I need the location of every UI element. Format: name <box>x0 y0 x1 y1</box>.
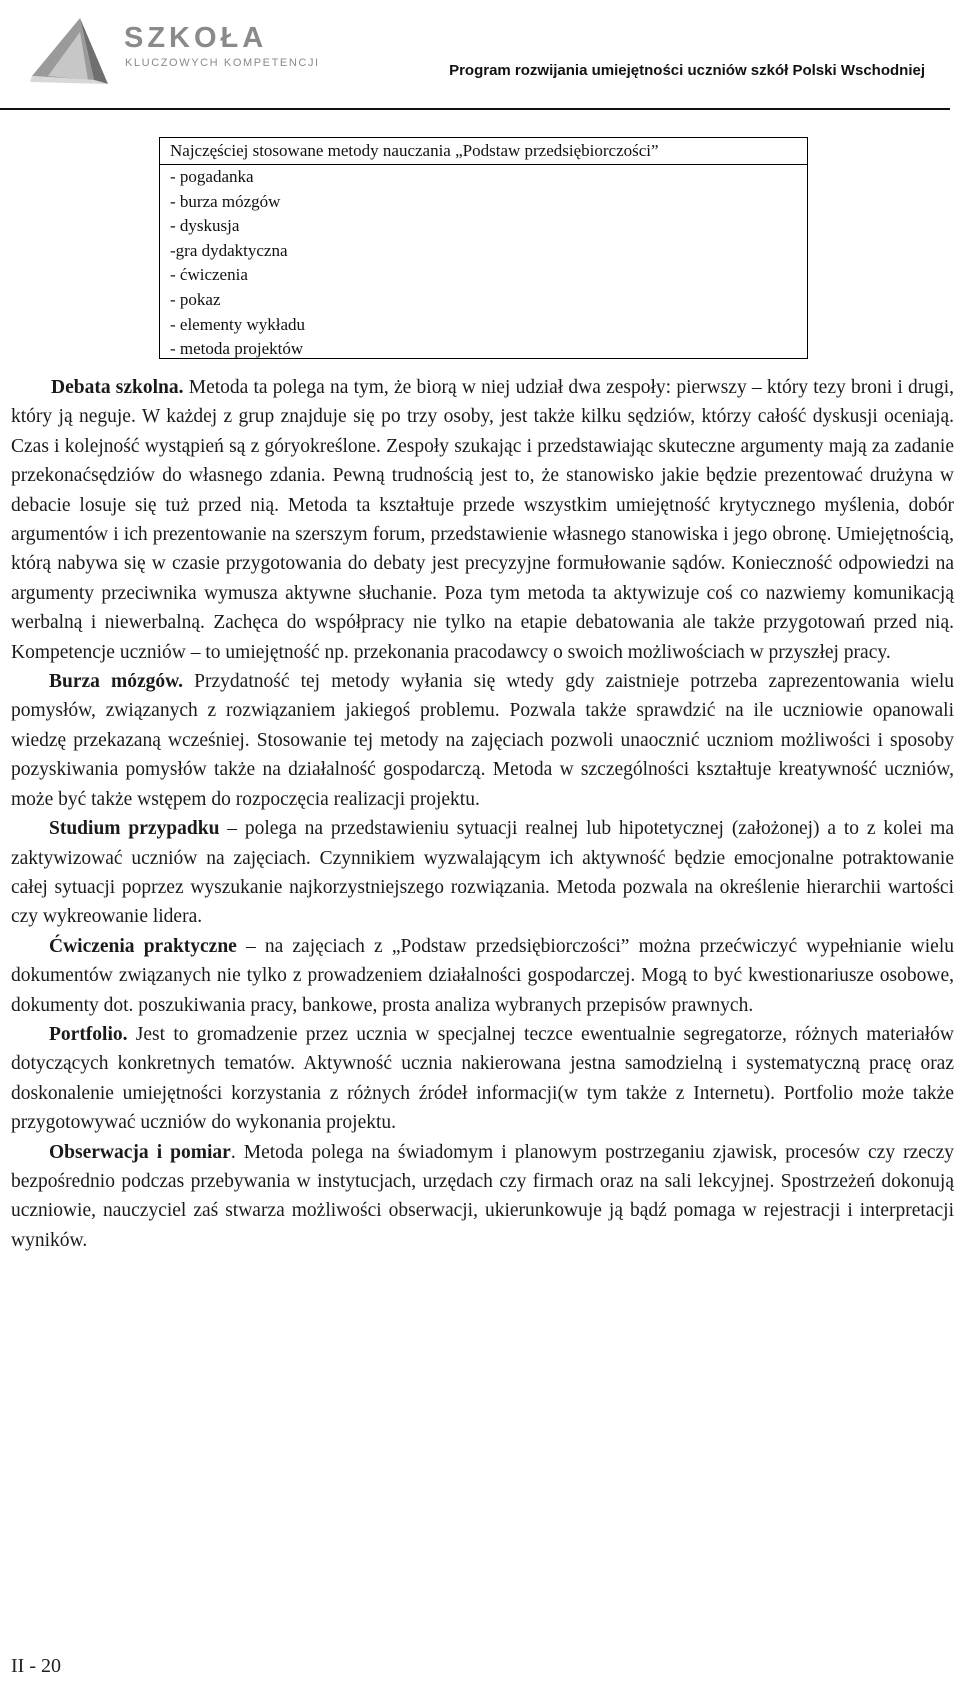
section-heading: Burza mózgów. <box>49 671 184 693</box>
method-item: - ćwiczenia <box>170 265 248 285</box>
section-obserwacja-pomiar <box>11 1138 954 1256</box>
section-heading: Portfolio. <box>49 1023 128 1045</box>
method-item: - pogadanka <box>170 167 254 186</box>
section-text: Metoda ta polega na tym, że biorą w niej udział dwa zespoły: pierwszy – który tezy broni i drugi, który ją neguje. W każdej z grup znajduje się po trzy osoby, jest także kilku sędziów, którzy całość dyskusji oceniają. Czas i kolejność wystąpień są z góryokreślone. Zespoły szukając i przedstawiając skuteczne argumenty mają za zadanie przekonaćsędziów do własnego zdania. Pewną trudnością jest to, że stanowisko jakie będzie prezentować drużyna w debacie losuje się tuż przed nią. Metoda ta kształtuje przede wszystkim umiejętność krytycznego myślenia, dobór argumentów i ich prezentowanie na szerszym forum, przedstawienie własnego stanowiska i jego obronę. Umiejętnością, którą nabywa się w czasie przygotowania do debaty jest precyzyjne formułowanie sądów. Konieczność odpowiedzi na argumenty przeciwnika wymusza aktywne słuchanie. Poza tym metoda ta aktywizuje coś co nazwiemy komunikacją werbalną i niewerbalną. Zachęca do współpracy nie tylko na etapie debatowania ale także przygotowań przed nią. Kompetencje uczniów – to umiejętność np. przekonania pracodawcy o swoich możliwościach w przyszłej pracy. <box>11 377 954 663</box>
method-item: - dyskusja <box>170 216 240 236</box>
method-item: -gra dydaktyczna <box>170 240 288 260</box>
program-title: Program rozwijania umiejętności uczniów szkół Polski Wschodniej <box>449 62 925 79</box>
method-item: - elementy wykładu <box>170 314 306 334</box>
methods-box <box>159 137 808 359</box>
page-header <box>0 0 960 112</box>
section-debata <box>11 373 954 667</box>
section-burza-mozgow <box>11 667 954 814</box>
section-heading: Studium przypadku <box>49 818 220 840</box>
method-item: - burza mózgów <box>170 191 281 211</box>
brand-subtitle: KLUCZOWYCH KOMPETENCJI <box>125 57 320 69</box>
school-logo-icon <box>28 10 112 88</box>
section-heading: Obserwacja i pomiar <box>49 1141 231 1163</box>
method-item: - pokaz <box>170 289 221 309</box>
body-text <box>11 373 954 1255</box>
section-text: . Metoda polega na świadomym i planowym postrzeganiu zjawisk, procesów czy rzeczy bezpośrednio podczas przebywania w instytucjach, urzędach czy firmach oraz na sali lekcyjnej. Spostrzeżeń dokonują uczniowie, nauczyciel zaś stwarza możliwości obserwacji, ukierunkowuje ją bądź pomaga w rejestracji i interpretacji wyników. <box>11 1141 954 1251</box>
section-cwiczenia-praktyczne <box>11 932 954 1020</box>
section-studium-przypadku <box>11 814 954 932</box>
header-divider <box>0 108 950 110</box>
section-text: – na zajęciach z „Podstaw przedsiębiorczości” można przećwiczyć wypełnianie wielu dokumentów związanych nie tylko z prowadzeniem działalności gospodarczej. Mogą to być kwestionariusze osobowe, dokumenty dot. poszukiwania pracy, bankowe, prosta analiza wybranych przepisów prawnych. <box>11 935 954 1016</box>
section-heading: Ćwiczenia praktyczne <box>49 935 237 957</box>
method-item: - metoda projektów <box>170 339 304 359</box>
methods-box-title: Najczęściej stosowane metody nauczania „Podstaw przedsiębiorczości” <box>160 138 807 165</box>
page-number: II - 20 <box>11 1655 61 1677</box>
section-text: – polega na przedstawieniu sytuacji realnej lub hipotetycznej (założonej) a to z kolei ma zaktywizować uczniów na zajęciach. Czynnikiem wyzwalającym ich aktywność będzie emocjonalne potraktowanie całej sytuacji poprzez wyszukanie najkorzystniejszego rozwiązania. Metoda pozwala na określenie hierarchii wartości czy wykreowanie lidera. <box>11 818 954 928</box>
section-heading: Debata szkolna. <box>51 377 184 398</box>
section-portfolio <box>11 1020 954 1138</box>
section-text: Jest to gromadzenie przez ucznia w specjalnej teczce ewentualnie segregatorze, różnych materiałów dotyczących konkretnych tematów. Aktywność ucznia nakierowana jestna samodzielną i systematyczną pracę oraz doskonalenie umiejętności korzystania z różnych źródeł informacji(w tym także z Internetu). Portfolio może także przygotowywać uczniów do wykonania projektu. <box>11 1023 954 1134</box>
brand-name: SZKOŁA <box>124 22 268 54</box>
section-text: Przydatność tej metody wyłania się wtedy gdy zaistnieje potrzeba zaprezentowania wielu pomysłów, związanych z rozwiązaniem jakiegoś problemu. Pozwala także sprawdzić na ile uczniowie opanowali wiedzę przekazaną wcześniej. Stosowanie tej metody na zajęciach pozwoli unaocznić uczniom możliwości i sposoby pozyskiwania pomysłów także na działalność gospodarczą. Metoda w szczególności kształtuje kreatywność uczniów, może być także wstępem do rozpoczęcia realizacji projektu. <box>11 671 954 810</box>
